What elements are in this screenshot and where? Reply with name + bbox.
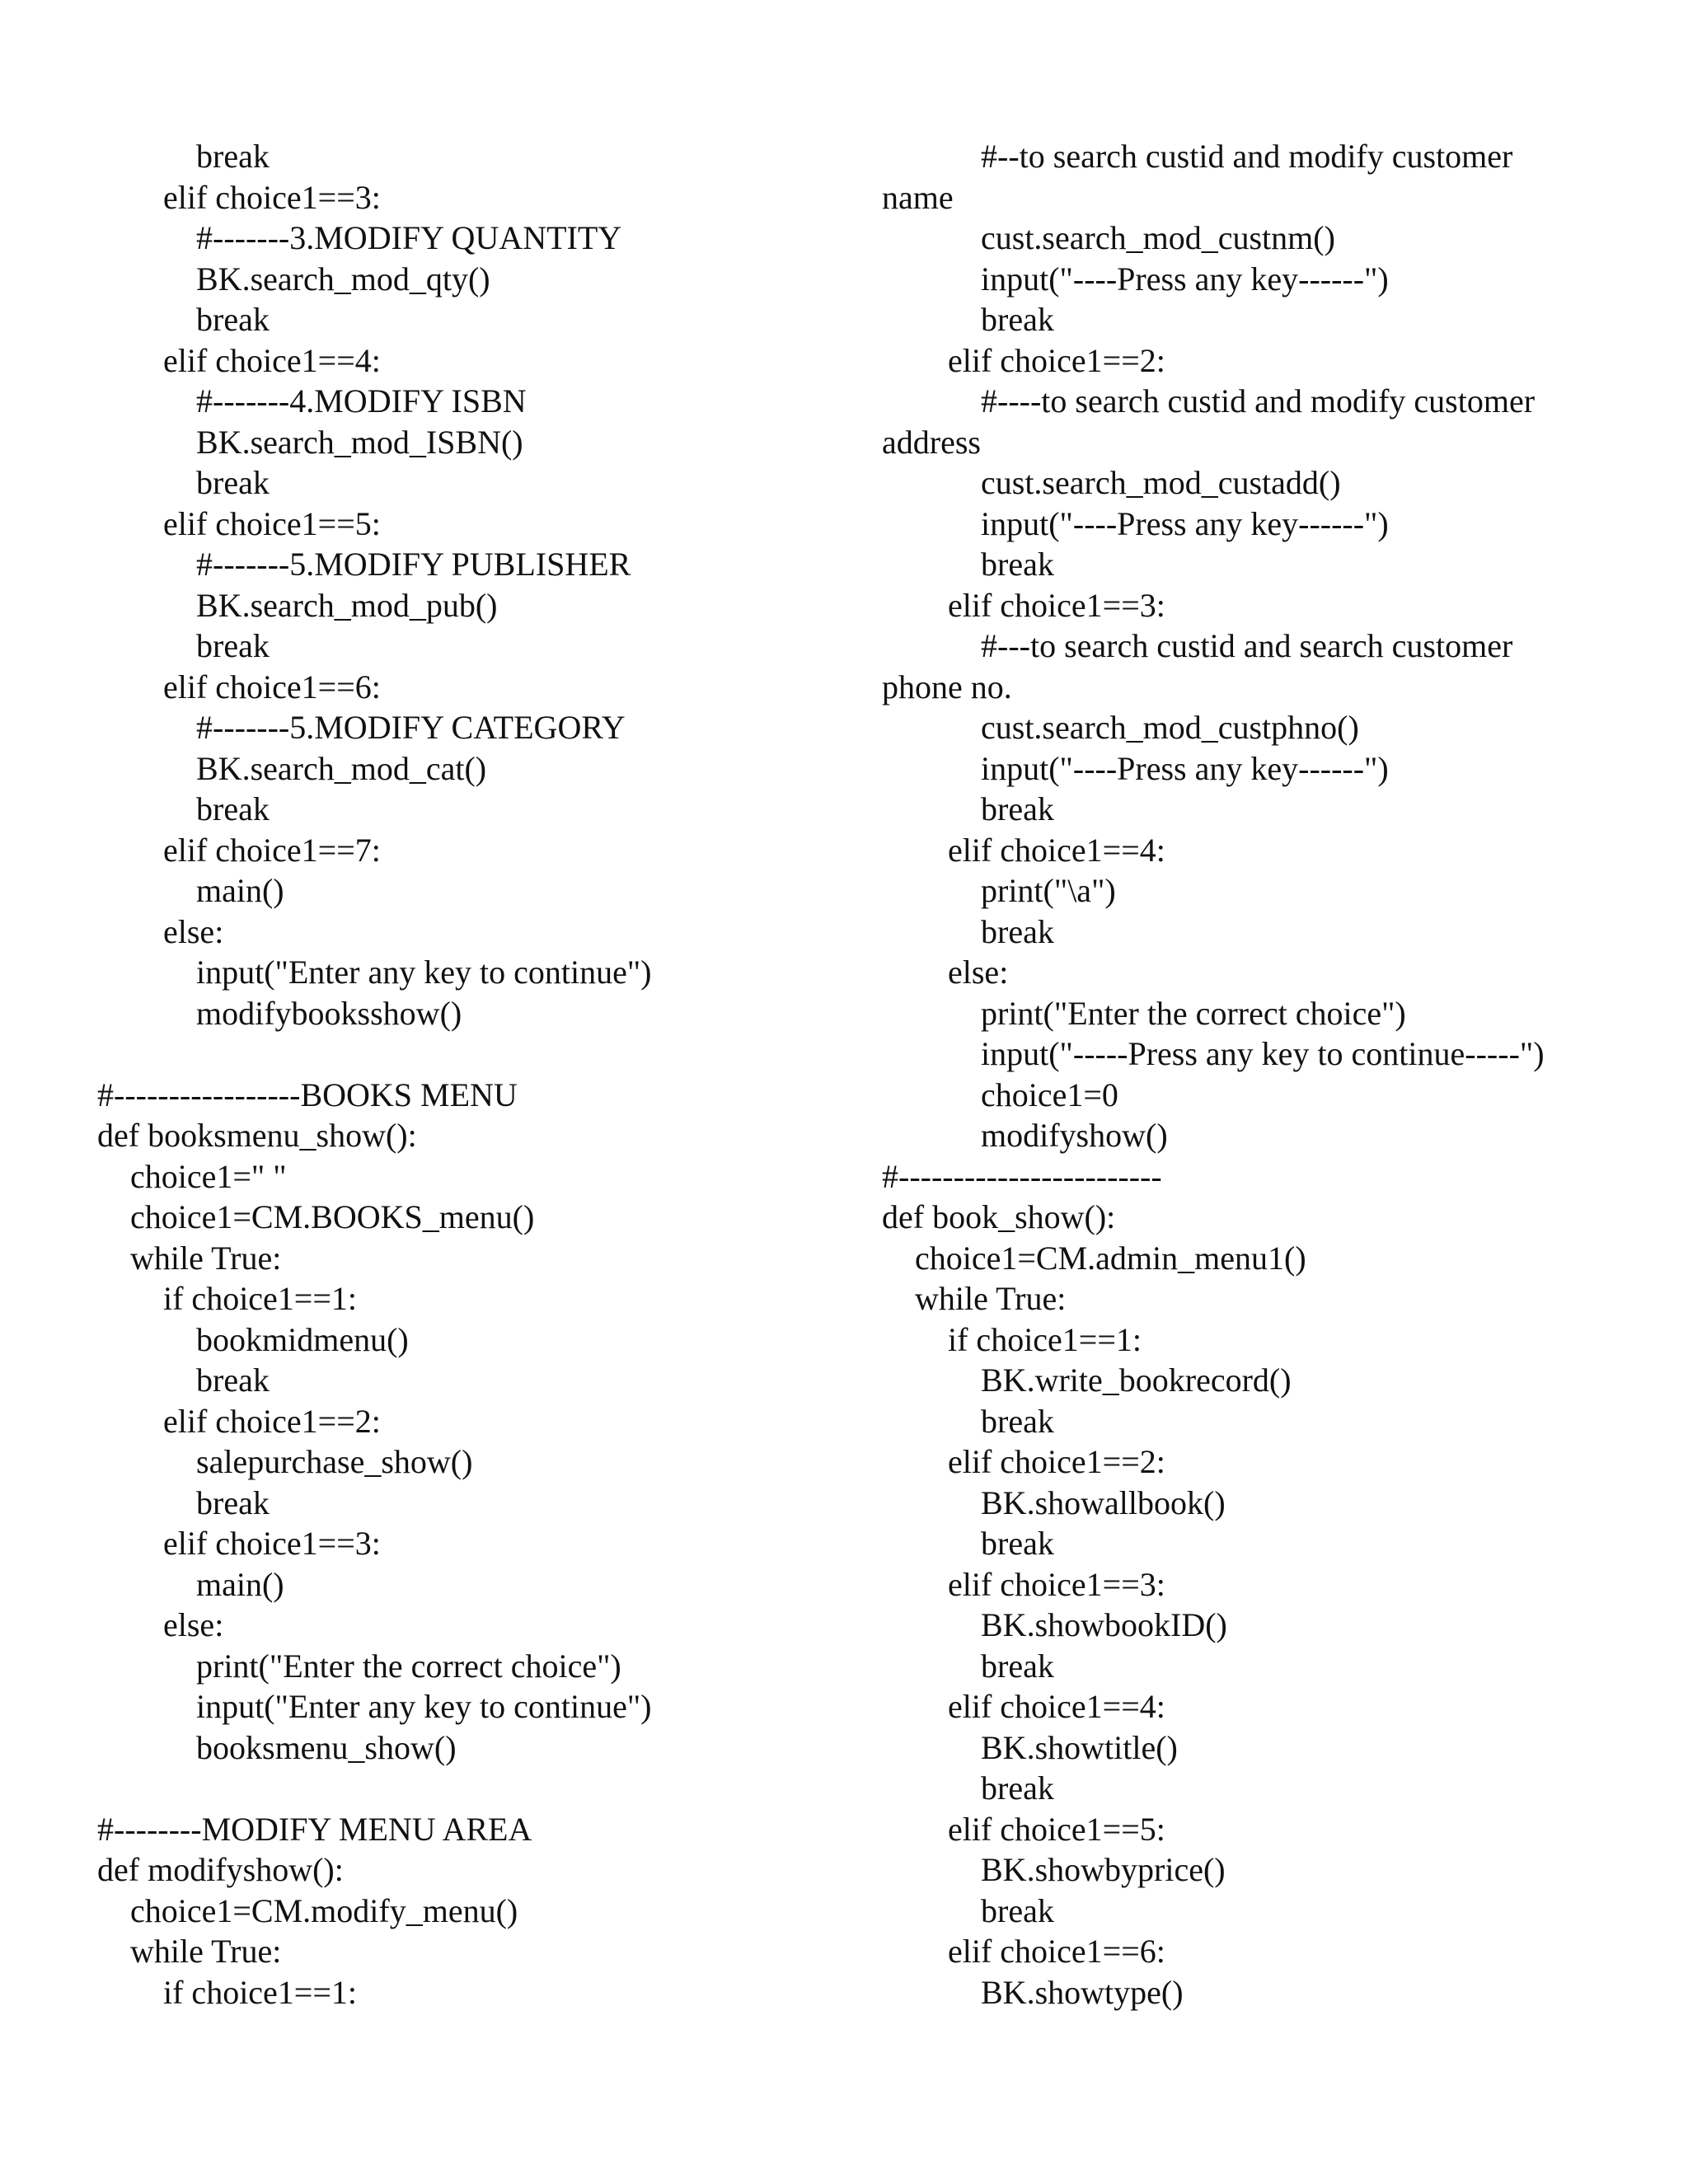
code-line-left: break: [196, 627, 270, 664]
code-line-right: elif choice1==5:: [948, 1810, 1165, 1848]
code-line-right: break: [981, 301, 1054, 338]
code-line-right: break: [981, 546, 1054, 583]
code-line-right: break: [981, 1647, 1054, 1685]
code-line-right: name: [882, 178, 954, 216]
code-line-left: #-------5.MODIFY PUBLISHER: [196, 546, 631, 583]
code-line-right: #------------------------: [882, 1157, 1162, 1195]
code-line-left: break: [196, 1361, 270, 1399]
right-code-column: [0, 136, 1688, 2013]
code-line-right: choice1=CM.admin_menu1(): [915, 1239, 1306, 1277]
code-line-left: elif choice1==3:: [163, 1525, 381, 1562]
code-line-left: choice1=" ": [130, 1157, 287, 1195]
code-line-right: BK.showtype(): [981, 1973, 1184, 2011]
code-line-right: elif choice1==2:: [948, 341, 1165, 379]
code-line-left: elif choice1==7:: [163, 831, 381, 869]
code-line-left: print("Enter the correct choice"): [196, 1647, 621, 1685]
code-line-left: elif choice1==5:: [163, 504, 381, 542]
code-line-left: while True:: [130, 1933, 282, 1970]
code-line-right: address: [882, 423, 981, 461]
code-line-left: modifybooksshow(): [196, 994, 462, 1032]
code-line-right: input("----Press any key------"): [981, 260, 1389, 298]
code-line-left: input("Enter any key to continue"): [196, 954, 652, 991]
code-line-right: BK.showtitle(): [981, 1728, 1178, 1766]
code-line-right: BK.showallbook(): [981, 1483, 1226, 1521]
code-line-left: else:: [163, 912, 224, 950]
code-line-right: break: [981, 1891, 1054, 1929]
code-line-right: break: [981, 1402, 1054, 1440]
code-line-left: BK.search_mod_cat(): [196, 749, 487, 787]
code-line-left: BK.search_mod_qty(): [196, 260, 490, 298]
code-line-right: modifyshow(): [981, 1117, 1168, 1154]
code-line-right: cust.search_mod_custnm(): [981, 219, 1335, 256]
code-line-right: #----to search custid and modify customer: [981, 382, 1536, 419]
code-line-right: choice1=0: [981, 1076, 1118, 1113]
code-line-left: salepurchase_show(): [196, 1443, 473, 1480]
code-line-left: elif choice1==3:: [163, 178, 381, 216]
code-line-right: BK.showbookID(): [981, 1606, 1227, 1643]
code-line-left: elif choice1==2:: [163, 1402, 381, 1440]
code-line-left: #-----------------BOOKS MENU: [97, 1076, 518, 1113]
code-line-right: while True:: [915, 1280, 1067, 1317]
code-line-left: def booksmenu_show():: [97, 1117, 417, 1154]
code-line-left: elif choice1==6:: [163, 668, 381, 705]
code-line-right: input("----Press any key------"): [981, 504, 1389, 542]
code-line-left: input("Enter any key to continue"): [196, 1688, 652, 1725]
code-line-left: break: [196, 301, 270, 338]
code-line-left: while True:: [130, 1239, 282, 1277]
code-line-left: #-------3.MODIFY QUANTITY: [196, 219, 622, 256]
code-line-right: break: [981, 912, 1054, 950]
code-line-right: BK.write_bookrecord(): [981, 1361, 1292, 1399]
code-line-right: cust.search_mod_custphno(): [981, 709, 1359, 746]
code-line-right: print("Enter the correct choice"): [981, 994, 1406, 1032]
code-line-left: def modifyshow():: [97, 1851, 344, 1888]
code-line-left: BK.search_mod_ISBN(): [196, 423, 523, 461]
code-line-left: if choice1==1:: [163, 1280, 358, 1317]
code-line-left: main(): [196, 872, 284, 909]
code-line-right: elif choice1==3:: [948, 586, 1165, 624]
code-line-left: break: [196, 1483, 270, 1521]
code-line-right: break: [981, 1769, 1054, 1807]
code-line-right: elif choice1==3:: [948, 1565, 1165, 1603]
code-line-left: bookmidmenu(): [196, 1320, 409, 1358]
code-line-right: BK.showbyprice(): [981, 1851, 1226, 1888]
code-line-right: cust.search_mod_custadd(): [981, 464, 1341, 501]
code-line-right: input("----Press any key------"): [981, 749, 1389, 787]
code-line-left: break: [196, 138, 270, 175]
code-line-right: elif choice1==6:: [948, 1933, 1165, 1970]
code-line-right: phone no.: [882, 668, 1012, 705]
code-line-right: #--to search custid and modify customer: [981, 138, 1513, 175]
code-line-left: break: [196, 790, 270, 827]
code-line-left: choice1=CM.modify_menu(): [130, 1891, 518, 1929]
code-line-left: elif choice1==4:: [163, 341, 381, 379]
code-line-left: else:: [163, 1606, 224, 1643]
code-line-left: if choice1==1:: [163, 1973, 358, 2011]
code-line-right: elif choice1==4:: [948, 1688, 1165, 1725]
code-line-right: else:: [948, 954, 1009, 991]
code-line-left: #-------4.MODIFY ISBN: [196, 382, 527, 419]
code-line-left: break: [196, 464, 270, 501]
code-line-left: booksmenu_show(): [196, 1728, 457, 1766]
code-line-right: print("\a"): [981, 872, 1116, 909]
code-line-right: if choice1==1:: [948, 1320, 1142, 1358]
code-line-right: elif choice1==2:: [948, 1443, 1165, 1480]
code-line-right: break: [981, 1525, 1054, 1562]
code-line-left: #--------MODIFY MENU AREA: [97, 1810, 532, 1848]
code-line-right: #---to search custid and search customer: [981, 627, 1513, 664]
code-line-right: break: [981, 790, 1054, 827]
code-line-right: def book_show():: [882, 1198, 1116, 1235]
code-line-right: elif choice1==4:: [948, 831, 1165, 869]
code-line-left: main(): [196, 1565, 284, 1603]
code-line-right: input("-----Press any key to continue-----"): [981, 1035, 1545, 1072]
code-line-left: #-------5.MODIFY CATEGORY: [196, 709, 626, 746]
code-line-left: choice1=CM.BOOKS_menu(): [130, 1198, 535, 1235]
code-line-left: BK.search_mod_pub(): [196, 586, 498, 624]
